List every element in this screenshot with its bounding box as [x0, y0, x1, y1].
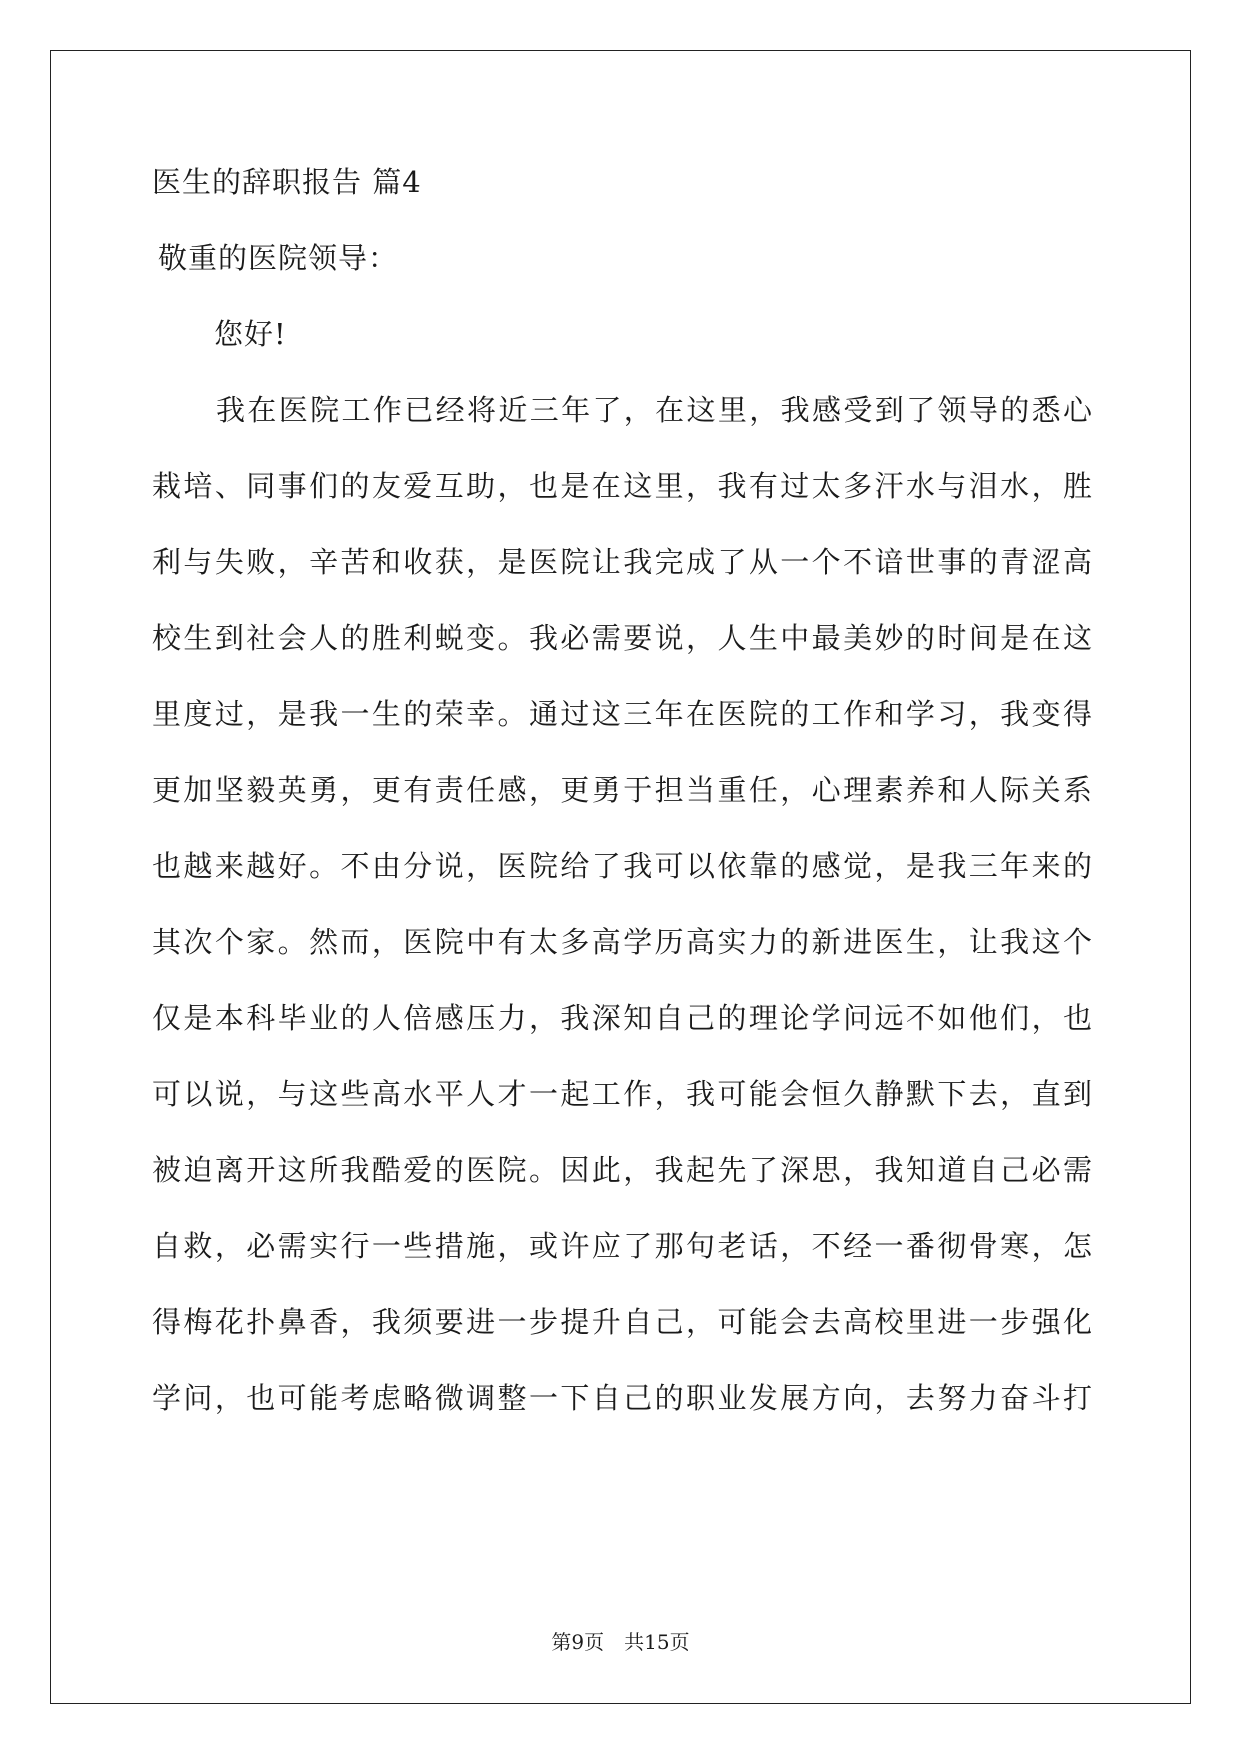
paragraph-line: 仅是本科毕业的人倍感压力，我深知自己的理论学问远不如他们，也: [152, 1001, 1092, 1035]
document-title: 医生的辞职报告 篇4: [152, 165, 422, 199]
paragraph-line: 也越来越好。不由分说，医院给了我可以依靠的感觉，是我三年来的: [152, 849, 1092, 883]
paragraph-line: 可以说，与这些高水平人才一起工作，我可能会恒久静默下去，直到: [152, 1077, 1092, 1111]
paragraph-line: 校生到社会人的胜利蜕变。我必需要说，人生中最美妙的时间是在这: [152, 621, 1092, 655]
paragraph-line: 得梅花扑鼻香，我须要进一步提升自己，可能会去高校里进一步强化: [152, 1305, 1092, 1339]
paragraph-line: 栽培、同事们的友爱互助，也是在这里，我有过太多汗水与泪水，胜: [152, 469, 1092, 503]
paragraph-line: 更加坚毅英勇，更有责任感，更勇于担当重任，心理素养和人际关系: [152, 773, 1092, 807]
paragraph-line: 里度过，是我一生的荣幸。通过这三年在医院的工作和学习，我变得: [152, 697, 1092, 731]
paragraph-line: 被迫离开这所我酷爱的医院。因此，我起先了深思，我知道自己必需: [152, 1153, 1092, 1187]
paragraph-line: 其次个家。然而，医院中有太多高学历高实力的新进医生，让我这个: [152, 925, 1092, 959]
paragraph-line: 学问，也可能考虑略微调整一下自己的职业发展方向，去努力奋斗打: [152, 1381, 1092, 1415]
salutation-line: 您好!: [214, 317, 287, 351]
greeting-line: 敬重的医院领导：: [158, 241, 399, 275]
paragraph-line: 自救，必需实行一些措施，或许应了那句老话，不经一番彻骨寒，怎: [152, 1229, 1092, 1263]
paragraph-line: 我在医院工作已经将近三年了，在这里，我感受到了领导的悉心: [216, 393, 1092, 427]
document-body: [152, 162, 1092, 1454]
page-number-label: 第9页 共15页: [551, 1630, 690, 1654]
page-footer: [0, 1628, 1241, 1656]
paragraph-line: 利与失败，辛苦和收获，是医院让我完成了从一个不谙世事的青涩高: [152, 545, 1092, 579]
